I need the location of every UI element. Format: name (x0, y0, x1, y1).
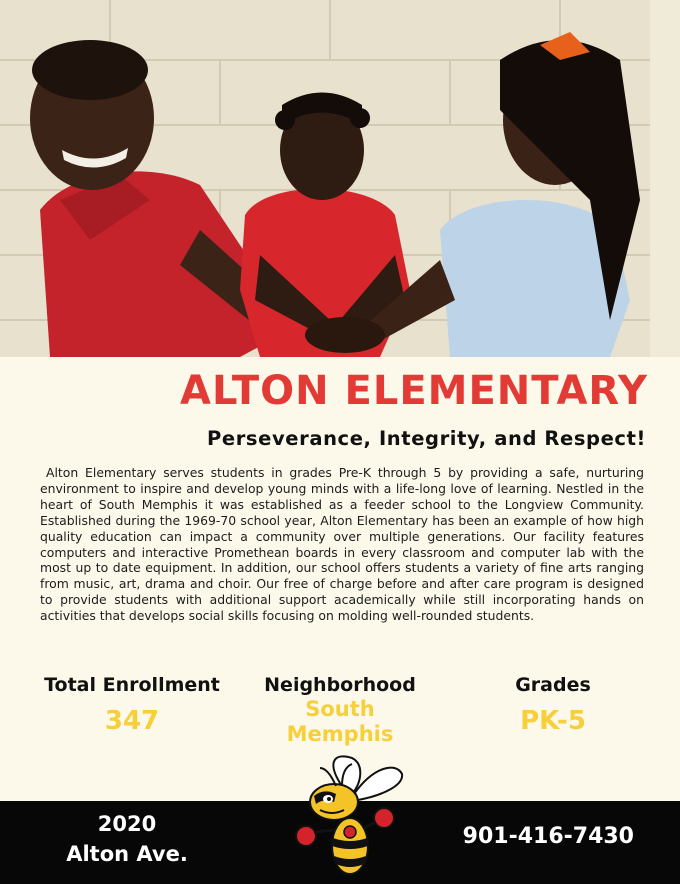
stat-enrollment-value: 347 (104, 706, 160, 736)
address-line1: 2020 (97, 812, 157, 836)
address-line2: Alton Ave. (66, 842, 188, 866)
stat-grades (480, 674, 626, 736)
stat-enrollment (36, 674, 228, 736)
school-tagline: Perseverance, Integrity, and Respect! (207, 427, 646, 450)
stat-neighborhood-label: Neighborhood (264, 674, 416, 696)
address (52, 809, 202, 869)
stat-neighborhood-value-line2: Memphis (286, 722, 394, 746)
stat-grades-value: PK-5 (520, 706, 586, 736)
school-name: ALTON ELEMENTARY (180, 368, 648, 414)
stat-neighborhood (250, 674, 430, 746)
students-photo-icon (0, 0, 680, 357)
phone-number: 901-416-7430 (462, 824, 634, 849)
hornet-mascot-icon (284, 752, 412, 880)
stat-grades-label: Grades (515, 674, 591, 696)
stat-neighborhood-value-line1: South (305, 697, 375, 721)
stat-enrollment-label: Total Enrollment (44, 674, 220, 696)
school-description: Alton Elementary serves students in grades Pre-K through 5 by providing a safe, nurturing environment to inspire and develop young minds with a life-long love of learning. Nestled in the heart of South Memphis it was established as a feeder school to the Longview Community. Established during the 1969-70 school year, Alton Elementary has been an example of how high quality education can impact a community over multiple generations. Our facility features computers and interactive Promethean boards in every classroom and computer lab with the most up to date equipment. In addition, our school offers students a variety of fine arts ranging from music, art, drama and choir. Our free of charge before and after care program is designed to provide students with additional support academically while still incorporating hands on activities that develops social skills focusing on molding well-rounded students. (40, 465, 644, 624)
hero-photo (0, 0, 680, 357)
